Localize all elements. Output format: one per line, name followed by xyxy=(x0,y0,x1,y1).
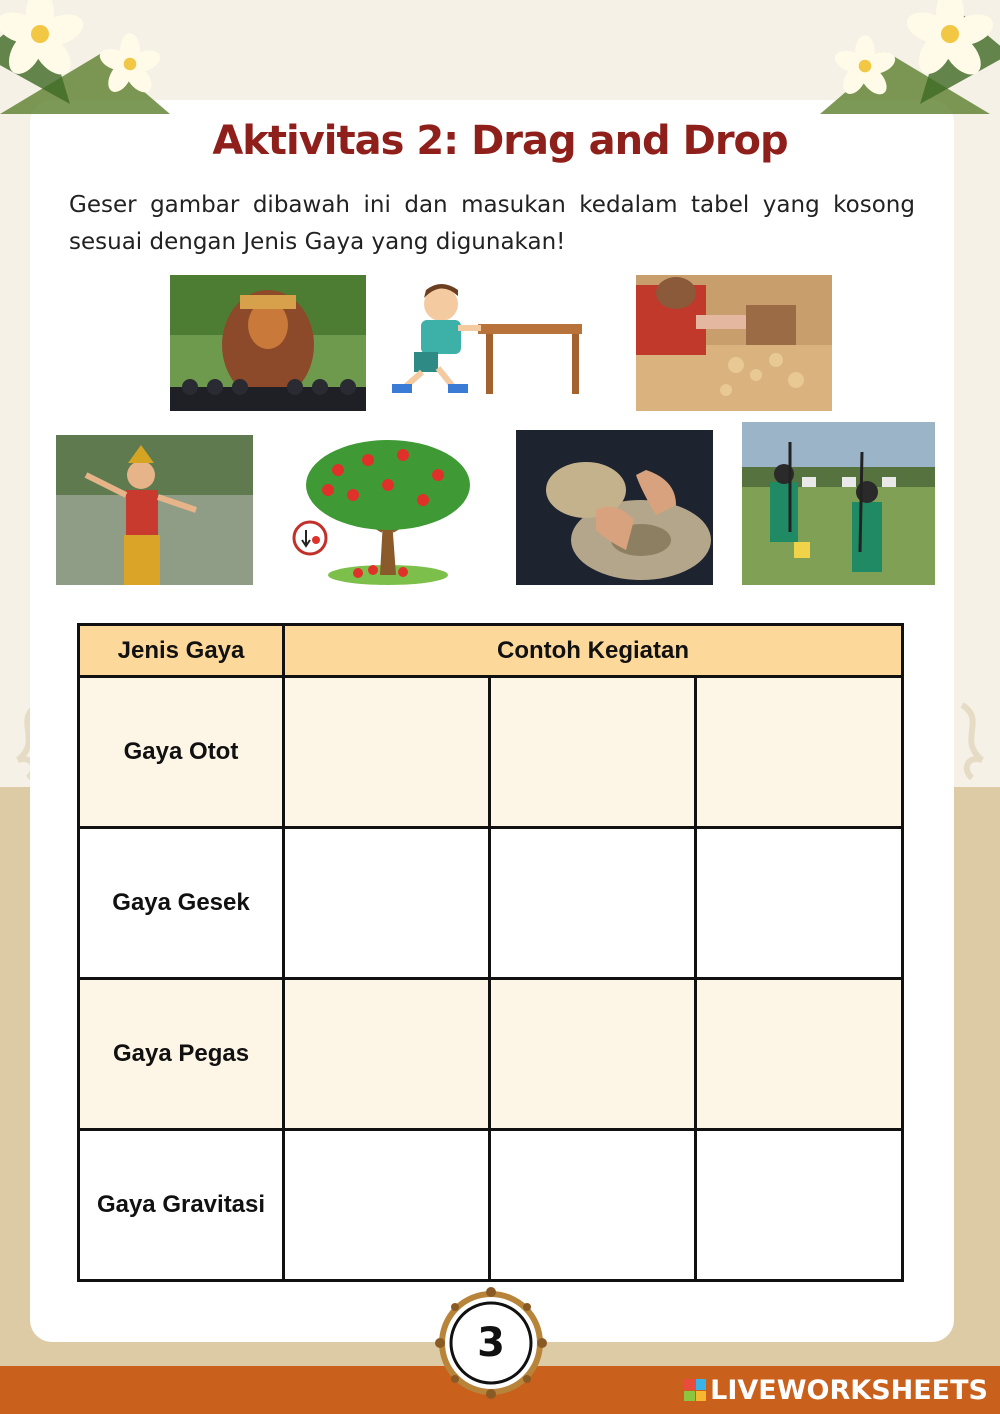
drop-zone[interactable] xyxy=(696,677,903,828)
drop-zone[interactable] xyxy=(696,979,903,1130)
header-contoh-kegiatan: Contoh Kegiatan xyxy=(284,625,903,677)
drop-zone[interactable] xyxy=(490,979,696,1130)
wood-carving-image[interactable] xyxy=(636,275,832,411)
apple-tree-image[interactable] xyxy=(288,430,480,590)
drop-zone[interactable] xyxy=(284,1130,490,1281)
frangipani-flower-icon xyxy=(810,0,1000,134)
page-number-badge xyxy=(434,1286,548,1400)
drop-zone[interactable] xyxy=(284,979,490,1130)
brand-text: LIVEWORKSHEETS xyxy=(710,1374,988,1406)
frangipani-flower-icon xyxy=(0,0,180,134)
row-label-gaya-gesek: Gaya Gesek xyxy=(79,828,284,979)
drop-zone[interactable] xyxy=(490,828,696,979)
drop-zone[interactable] xyxy=(696,828,903,979)
liveworksheets-brand xyxy=(684,1374,988,1406)
header-jenis-gaya: Jenis Gaya xyxy=(79,625,284,677)
table-row xyxy=(79,828,903,979)
row-label-gaya-otot: Gaya Otot xyxy=(79,677,284,828)
instruction-text: Geser gambar dibawah ini dan masukan kedalam tabel yang kosong sesuai dengan Jenis Gaya yang digunakan! xyxy=(69,192,915,255)
drag-drop-table xyxy=(77,623,904,1282)
drop-zone[interactable] xyxy=(490,677,696,828)
page-number: 3 xyxy=(477,1320,505,1366)
boy-pushing-table-image[interactable] xyxy=(386,280,582,400)
table-row xyxy=(79,677,903,828)
table-row xyxy=(79,1130,903,1281)
row-label-gaya-pegas: Gaya Pegas xyxy=(79,979,284,1130)
liveworksheets-logo-icon xyxy=(684,1379,706,1401)
balinese-dancer-image[interactable] xyxy=(56,435,253,585)
table-row xyxy=(79,979,903,1130)
drop-zone[interactable] xyxy=(696,1130,903,1281)
page-title: Aktivitas 2: Drag and Drop xyxy=(212,118,788,164)
drop-zone[interactable] xyxy=(284,828,490,979)
row-label-gaya-gravitasi: Gaya Gravitasi xyxy=(79,1130,284,1281)
ogoh-ogoh-parade-image[interactable] xyxy=(170,275,366,411)
right-ornament-icon xyxy=(952,700,992,780)
cymbals-image[interactable] xyxy=(516,430,713,585)
drop-zone[interactable] xyxy=(284,677,490,828)
drop-zone[interactable] xyxy=(490,1130,696,1281)
archery-image[interactable] xyxy=(742,422,935,585)
